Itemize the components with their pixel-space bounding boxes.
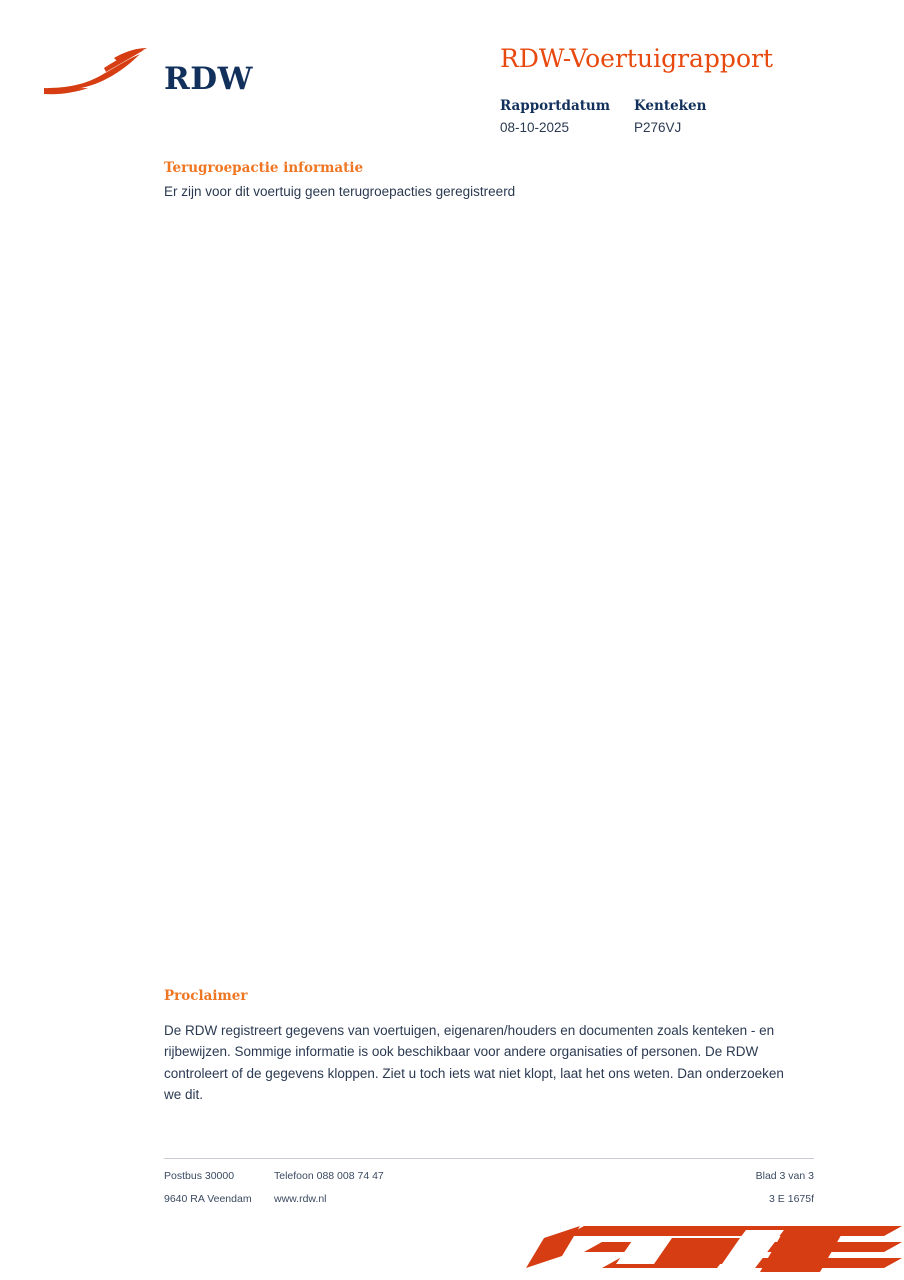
footer-city: 9640 RA Veendam — [164, 1193, 252, 1205]
footer-phone: Telefoon 088 008 74 47 — [274, 1170, 384, 1182]
rdw-logo — [44, 34, 254, 97]
footer-stripes-decoration — [484, 1216, 904, 1280]
meta-plate — [634, 98, 768, 135]
rdw-wordmark: RDW — [164, 61, 253, 97]
report-date-value: 08-10-2025 — [500, 120, 570, 135]
footer-divider — [164, 1158, 814, 1159]
proclaimer-section-title: Proclaimer — [164, 988, 248, 1004]
proclaimer-section-text: De RDW registreert gegevens van voertuigen, eigenaren/houders en documenten zoals kenteken - en rijbewijzen. Sommige informatie is ook beschikbaar voor andere organisaties of personen. De RDW controleert of de gegevens kloppen. Ziet u toch iets wat niet klopt, laat het ons weten. Dan onderzoeken we dit. — [164, 1023, 784, 1102]
page-title: RDW-Voertuigrapport — [500, 44, 773, 73]
proclaimer-section — [164, 988, 800, 1105]
footer-website[interactable]: www.rdw.nl — [274, 1193, 327, 1205]
rdw-swoosh-icon — [44, 48, 152, 96]
plate-label: Kenteken — [634, 98, 707, 114]
meta-report-date — [500, 98, 634, 135]
recall-section-title: Terugroepactie informatie — [164, 160, 364, 176]
report-date-label: Rapportdatum — [500, 98, 611, 114]
footer-postbus: Postbus 30000 — [164, 1170, 235, 1182]
recall-section — [164, 160, 824, 199]
footer-page-number: Blad 3 van 3 — [755, 1170, 814, 1182]
footer-row-1 — [164, 1170, 814, 1193]
report-meta — [500, 98, 768, 135]
footer-form-code: 3 E 1675f — [769, 1193, 814, 1205]
plate-value: P276VJ — [634, 120, 682, 135]
footer-row-2 — [164, 1193, 814, 1216]
recall-section-text: Er zijn voor dit voertuig geen terugroepacties geregistreerd — [164, 184, 516, 199]
page-footer — [164, 1170, 814, 1216]
